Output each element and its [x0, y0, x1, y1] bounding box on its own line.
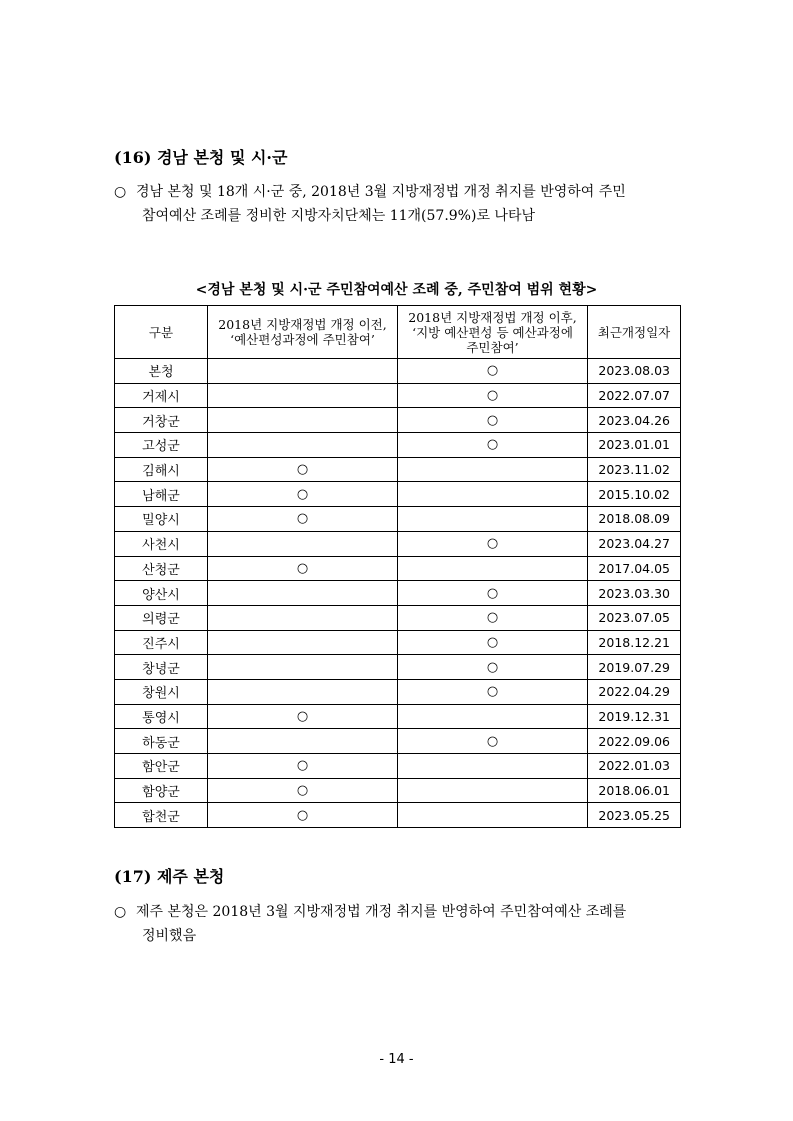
after-2018-mark-cell [398, 704, 588, 729]
table-row [115, 359, 681, 384]
table-row [115, 556, 681, 581]
before-2018-mark-cell [208, 679, 398, 704]
region-name-cell: 밀양시 [115, 507, 208, 532]
before-2018-mark-cell [208, 433, 398, 458]
section-16-heading: (16) 경남 본청 및 시·군 [114, 148, 288, 167]
after-2018-mark-cell: ○ [398, 679, 588, 704]
after-2018-mark-cell [398, 457, 588, 482]
before-2018-mark-cell: ○ [208, 507, 398, 532]
bullet-circle: ○ [114, 184, 127, 200]
table-row [115, 679, 681, 704]
region-name-cell: 거창군 [115, 408, 208, 433]
after-2018-mark-cell [398, 778, 588, 803]
header-after-line-1: 2018년 지방재정법 개정 이후, [408, 309, 577, 325]
region-name-cell: 진주시 [115, 630, 208, 655]
region-name-cell: 남해군 [115, 482, 208, 507]
after-2018-mark-cell: ○ [398, 729, 588, 754]
paragraph-line-2: 정비했음 [142, 928, 197, 944]
amendment-date-cell: 2018.12.21 [588, 630, 681, 655]
table-row [115, 803, 681, 828]
region-name-cell: 통영시 [115, 704, 208, 729]
region-name-cell: 고성군 [115, 433, 208, 458]
table-row [115, 507, 681, 532]
header-after-line-2: ‘지방 예산편성 등 예산과정에 [412, 324, 573, 340]
before-2018-mark-cell: ○ [208, 803, 398, 828]
before-2018-mark-cell: ○ [208, 754, 398, 779]
header-category: 구분 [115, 306, 208, 359]
amendment-date-cell: 2022.07.07 [588, 383, 681, 408]
amendment-date-cell: 2022.09.06 [588, 729, 681, 754]
after-2018-mark-cell [398, 556, 588, 581]
table-row [115, 655, 681, 680]
after-2018-mark-cell: ○ [398, 359, 588, 384]
before-2018-mark-cell [208, 605, 398, 630]
amendment-date-cell: 2022.01.03 [588, 754, 681, 779]
before-2018-mark-cell [208, 359, 398, 384]
after-2018-mark-cell [398, 482, 588, 507]
participation-scope-table [114, 305, 681, 828]
before-2018-mark-cell [208, 408, 398, 433]
table-row [115, 531, 681, 556]
amendment-date-cell: 2023.11.02 [588, 457, 681, 482]
table-row [115, 482, 681, 507]
region-name-cell: 김해시 [115, 457, 208, 482]
region-name-cell: 사천시 [115, 531, 208, 556]
table-row [115, 383, 681, 408]
amendment-date-cell: 2018.08.09 [588, 507, 681, 532]
region-name-cell: 거제시 [115, 383, 208, 408]
after-2018-mark-cell: ○ [398, 433, 588, 458]
before-2018-mark-cell: ○ [208, 457, 398, 482]
table-header-row [115, 306, 681, 359]
amendment-date-cell: 2023.01.01 [588, 433, 681, 458]
header-before-line-2: ‘예산편성과정에 주민참여’ [230, 332, 375, 347]
amendment-date-cell: 2015.10.02 [588, 482, 681, 507]
table-row [115, 408, 681, 433]
after-2018-mark-cell: ○ [398, 630, 588, 655]
table-row [115, 605, 681, 630]
amendment-date-cell: 2023.07.05 [588, 605, 681, 630]
region-name-cell: 함양군 [115, 778, 208, 803]
paragraph-line-1: 경남 본청 및 18개 시·군 중, 2018년 3월 지방재정법 개정 취지를 반영하여 주민 [136, 184, 626, 200]
before-2018-mark-cell: ○ [208, 778, 398, 803]
bullet-circle: ○ [114, 904, 127, 920]
after-2018-mark-cell: ○ [398, 383, 588, 408]
header-before-line-1: 2018년 지방재정법 개정 이전, [218, 317, 387, 332]
after-2018-mark-cell [398, 754, 588, 779]
amendment-date-cell: 2023.04.26 [588, 408, 681, 433]
region-name-cell: 하동군 [115, 729, 208, 754]
region-name-cell: 창녕군 [115, 655, 208, 680]
amendment-date-cell: 2019.07.29 [588, 655, 681, 680]
after-2018-mark-cell: ○ [398, 581, 588, 606]
table-row [115, 581, 681, 606]
table-row [115, 433, 681, 458]
amendment-date-cell: 2017.04.05 [588, 556, 681, 581]
region-name-cell: 본청 [115, 359, 208, 384]
before-2018-mark-cell: ○ [208, 482, 398, 507]
before-2018-mark-cell [208, 383, 398, 408]
before-2018-mark-cell: ○ [208, 556, 398, 581]
before-2018-mark-cell [208, 729, 398, 754]
before-2018-mark-cell [208, 581, 398, 606]
before-2018-mark-cell [208, 531, 398, 556]
table-row [115, 778, 681, 803]
table-caption: <경남 본청 및 시·군 주민참여예산 조례 중, 주민참여 범위 현황> [195, 282, 598, 298]
region-name-cell: 양산시 [115, 581, 208, 606]
region-name-cell: 합천군 [115, 803, 208, 828]
region-name-cell: 창원시 [115, 679, 208, 704]
header-recent-amendment-date: 최근개정일자 [588, 306, 681, 359]
amendment-date-cell: 2023.05.25 [588, 803, 681, 828]
amendment-date-cell: 2023.04.27 [588, 531, 681, 556]
paragraph-line-1: 제주 본청은 2018년 3월 지방재정법 개정 취지를 반영하여 주민참여예산 조례를 [136, 904, 627, 920]
table-row [115, 457, 681, 482]
after-2018-mark-cell: ○ [398, 408, 588, 433]
region-name-cell: 의령군 [115, 605, 208, 630]
amendment-date-cell: 2023.03.30 [588, 581, 681, 606]
region-name-cell: 함안군 [115, 754, 208, 779]
section-17-heading: (17) 제주 본청 [114, 867, 225, 886]
before-2018-mark-cell: ○ [208, 704, 398, 729]
header-before-2018 [208, 306, 398, 359]
table-row [115, 630, 681, 655]
amendment-date-cell: 2023.08.03 [588, 359, 681, 384]
amendment-date-cell: 2019.12.31 [588, 704, 681, 729]
after-2018-mark-cell: ○ [398, 655, 588, 680]
page-number: - 14 - [379, 1052, 414, 1067]
table-body [115, 359, 681, 828]
header-after-line-3: 주민참여’ [466, 339, 519, 355]
after-2018-mark-cell: ○ [398, 605, 588, 630]
before-2018-mark-cell [208, 655, 398, 680]
after-2018-mark-cell [398, 803, 588, 828]
table-row [115, 704, 681, 729]
paragraph-line-2: 참여예산 조례를 정비한 지방자치단체는 11개(57.9%)로 나타남 [142, 208, 535, 224]
before-2018-mark-cell [208, 630, 398, 655]
after-2018-mark-cell: ○ [398, 531, 588, 556]
amendment-date-cell: 2018.06.01 [588, 778, 681, 803]
table-row [115, 729, 681, 754]
table-row [115, 754, 681, 779]
after-2018-mark-cell [398, 507, 588, 532]
region-name-cell: 산청군 [115, 556, 208, 581]
header-after-2018 [398, 306, 588, 359]
amendment-date-cell: 2022.04.29 [588, 679, 681, 704]
